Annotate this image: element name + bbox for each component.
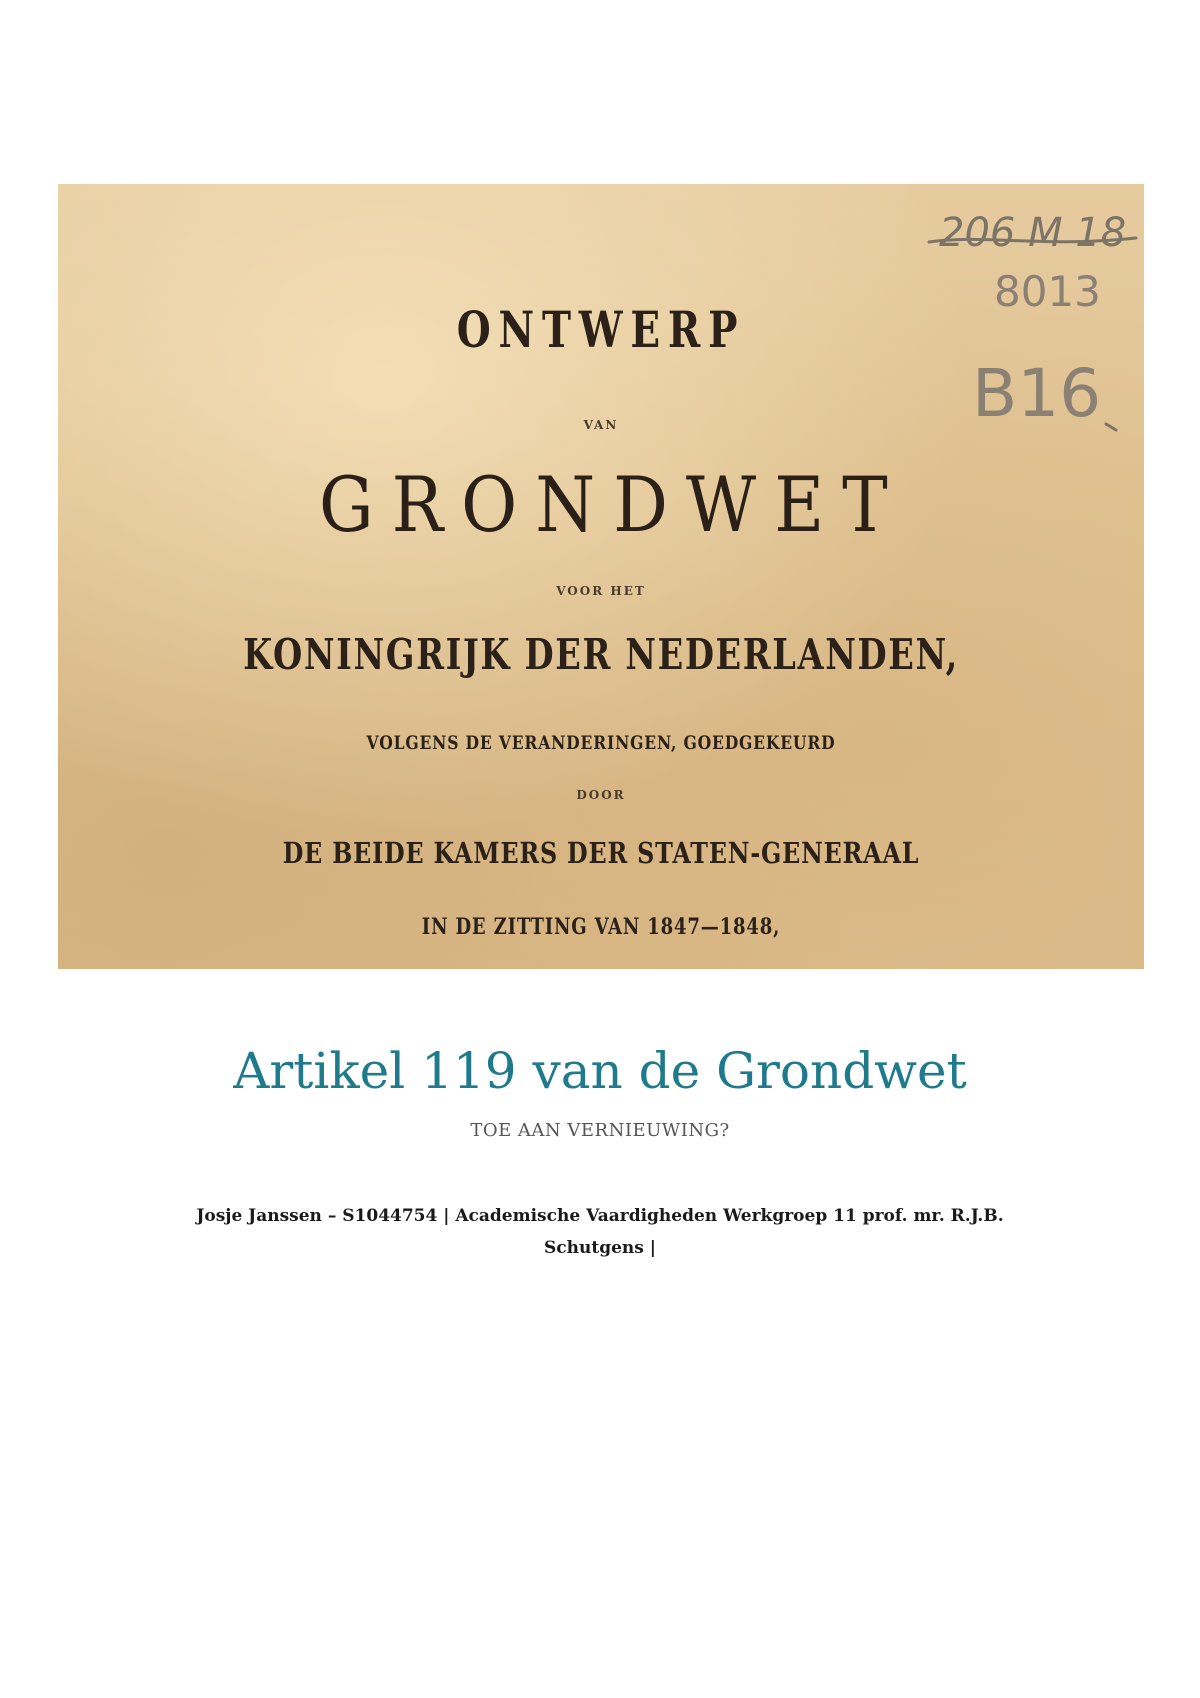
author-line: Josje Janssen – S1044754 | Academische Vaardigheden Werkgroep 11 prof. mr. R.J.B. Schutgens | [196, 1206, 1004, 1258]
scan-line-voor-het: VOOR HET [556, 584, 646, 598]
scan-line-grondwet: GRONDWET [319, 460, 906, 549]
document-title: Artikel 119 van de Grondwet [233, 1042, 967, 1100]
pencil-mark [1106, 424, 1116, 430]
scan-line-van: VAN [583, 418, 619, 432]
document-subtitle: TOE AAN VERNIEUWING? [470, 1120, 730, 1141]
scan-line-volgens: VOLGENS DE VERANDERINGEN, GOEDGEKEURD [366, 732, 836, 754]
note-line-3: B16 [972, 355, 1102, 432]
handwritten-shelfmark [844, 184, 1144, 484]
scan-line-zitting: IN DE ZITTING VAN 1847—1848, [421, 914, 781, 940]
scan-line-beide-kamers: DE BEIDE KAMERS DER STATEN-GENERAAL [282, 836, 920, 870]
scan-line-door: DOOR [576, 788, 626, 802]
note-line-1: 206 M 18 [939, 210, 1127, 256]
scan-line-koninkrijk: KONINGRIJK DER NEDERLANDEN, [243, 630, 959, 679]
note-line-2: 8013 [994, 267, 1101, 316]
cover-photo [58, 184, 1144, 969]
scan-line-ontwerp: ONTWERP [456, 300, 746, 359]
